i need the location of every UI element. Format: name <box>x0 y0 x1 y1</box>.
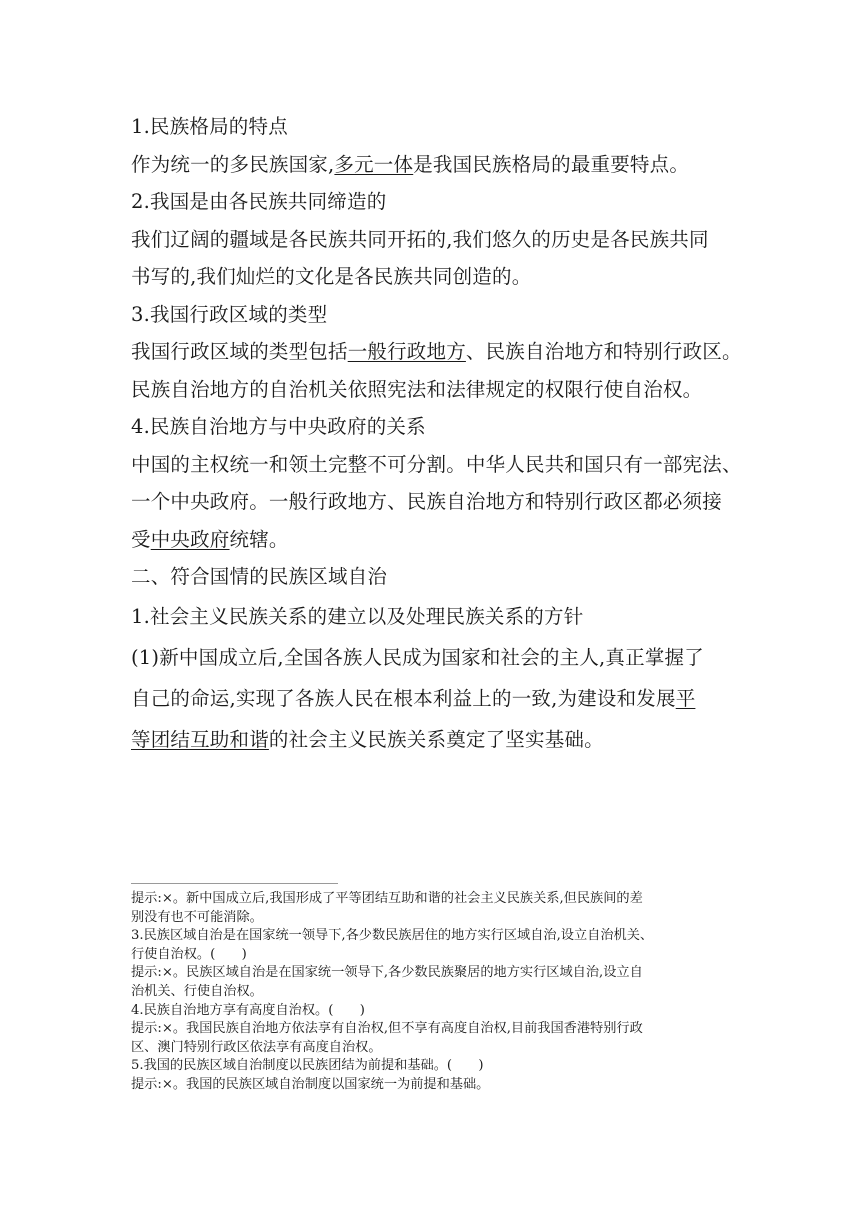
heading-central-relation: 4.民族自治地方与中央政府的关系 <box>131 415 426 438</box>
text-segment: 我国行政区域的类型包括 <box>131 340 348 363</box>
paragraph-line: 中国的主权统一和领土完整不可分割。中华人民共和国只有一部宪法、 <box>131 452 742 476</box>
footnote-block <box>131 890 741 1095</box>
paragraph-line: 一个中央政府。一般行政地方、民族自治地方和特别行政区都必须接 <box>131 490 723 513</box>
paragraph-line <box>131 333 751 371</box>
underlined-answer: 等团结互助和谐 <box>131 727 269 751</box>
hint-line: 治机关、行使自治权。 <box>131 983 263 999</box>
question-line: 5.我国的民族区域自治制度以民族团结为前提和基础。( ) <box>131 1058 484 1074</box>
hint-line: 提示:×。我国民族自治地方依法享有自治权,但不享有高度自治权,目前我国香港特别行政 <box>131 1021 643 1037</box>
paragraph-line: 书写的,我们灿烂的文化是各民族共同创造的。 <box>131 265 532 288</box>
main-text <box>131 108 751 760</box>
hint-line: 别没有也不可能消除。 <box>131 909 263 925</box>
heading-joint-creation: 2.我国是由各民族共同缔造的 <box>131 190 387 213</box>
paragraph-line: (1)新中国成立后,全国各族人民成为国家和社会的主人,真正掌握了 <box>131 645 704 669</box>
text-segment: 受 <box>131 527 151 551</box>
question-line: 行使自治权。( ) <box>131 946 247 962</box>
text-segment: 作为统一的多民族国家, <box>131 152 335 176</box>
text-segment: 、民族自治地方和特别行政区。 <box>465 340 742 363</box>
paragraph-line <box>131 146 751 184</box>
paragraph-line: 民族自治地方的自治机关依照宪法和法律规定的权限行使自治权。 <box>131 377 703 401</box>
heading-socialist-relations: 1.社会主义民族关系的建立以及处理民族关系的方针 <box>131 604 584 628</box>
text-segment: 自己的命运,实现了各族人民在根本利益上的一致,为建设和发展 <box>131 686 676 710</box>
underlined-answer: 中央政府 <box>150 527 230 551</box>
text-segment: 的社会主义民族关系奠定了坚实基础。 <box>268 727 604 751</box>
paragraph-line <box>131 678 751 719</box>
paragraph-line <box>131 521 751 559</box>
underlined-answer: 多元一体 <box>334 152 414 176</box>
hint-line: 区、澳门特别行政区依法享有高度自治权。 <box>131 1039 382 1055</box>
paragraph-line: 我们辽阔的疆域是各民族共同开拓的,我们悠久的历史是各民族共同 <box>131 227 709 251</box>
heading-ethnic-pattern: 1.民族格局的特点 <box>131 115 288 138</box>
heading-admin-regions: 3.我国行政区域的类型 <box>131 302 328 326</box>
paragraph-line <box>131 719 751 760</box>
footnote-divider <box>131 883 338 884</box>
hint-line: 提示:×。新中国成立后,我国形成了平等团结互助和谐的社会主义民族关系,但民族间的差 <box>131 891 643 906</box>
question-line: 3.民族区域自治是在国家统一领导下,各少数民族居住的地方实行区域自治,设立自治机关、 <box>131 928 654 944</box>
hint-line: 提示:×。我国的民族区域自治制度以国家统一为前提和基础。 <box>131 1076 490 1092</box>
question-line: 4.民族自治地方享有高度自治权。( ) <box>131 1002 365 1018</box>
text-segment: 统辖。 <box>229 527 289 551</box>
underlined-answer: 一般行政地方 <box>347 340 466 363</box>
text-segment: 是我国民族格局的最重要特点。 <box>413 152 690 176</box>
hint-line: 提示:×。民族区域自治是在国家统一领导下,各少数民族聚居的地方实行区域自治,设立自 <box>131 965 643 981</box>
underlined-answer: 平 <box>675 686 696 710</box>
section-heading: 二、符合国情的民族区域自治 <box>131 565 388 588</box>
